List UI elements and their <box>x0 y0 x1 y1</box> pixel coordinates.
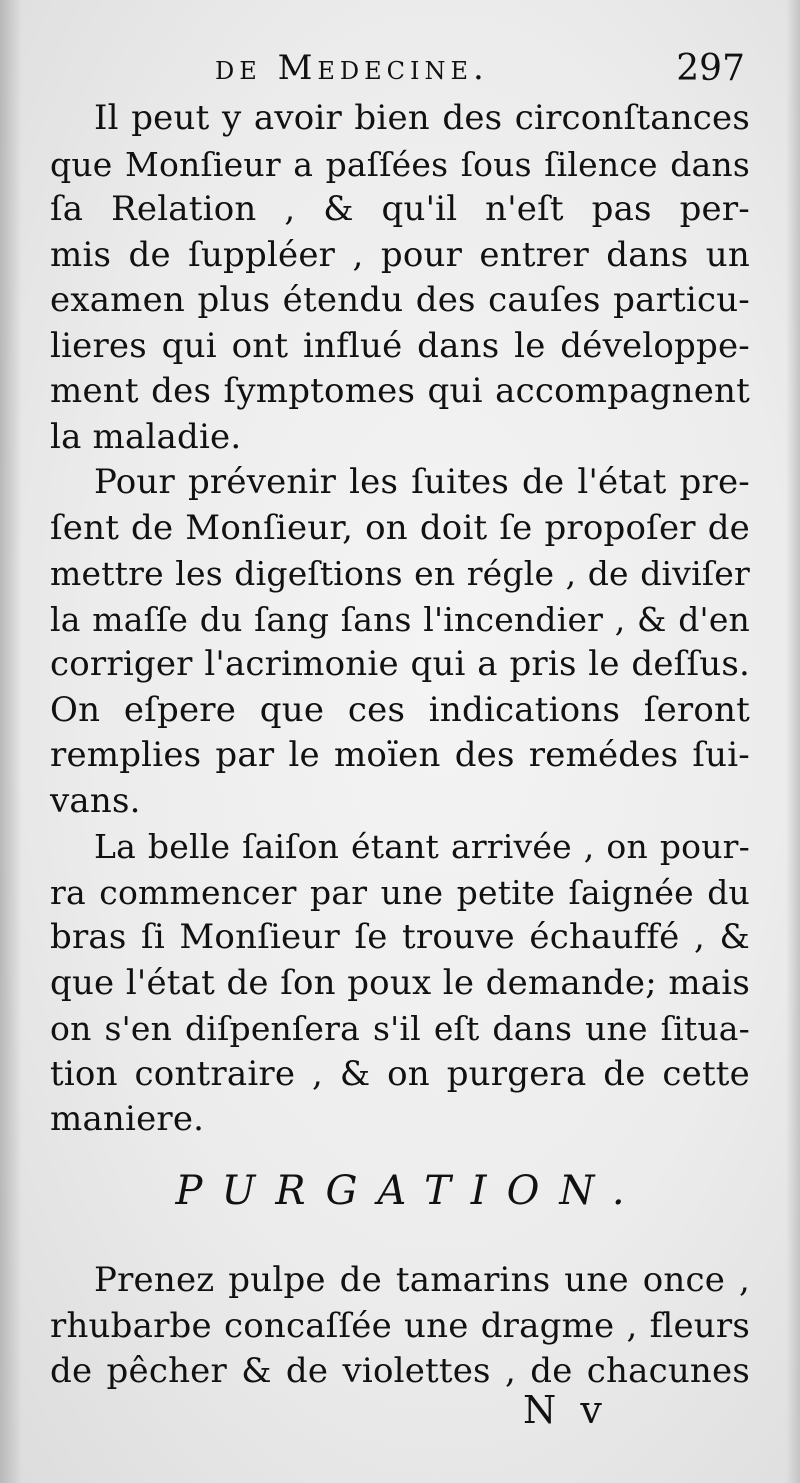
text-line: que l'état de ſon poux le demande; mais <box>50 962 750 1003</box>
page-shadow-left <box>0 0 22 1483</box>
text-line: bras ſi Monſieur ſe trouve échauffé , & <box>50 917 750 957</box>
text-line: tion contraire , & on purgera de cette <box>50 1053 750 1094</box>
text-line: que Monſieur a paſſées ſous ſilence dans <box>50 144 750 184</box>
text-line: On eſpere que ces indications ſeront <box>50 689 750 730</box>
text-line: maniere. <box>50 1099 205 1139</box>
text-line: Pour prévenir les ſuites de l'état pre- <box>94 462 750 502</box>
text-line: rhubarbe concaſſée une dragme , fleurs <box>50 1305 750 1346</box>
text-line: mis de ſuppléer , pour entrer dans un <box>50 234 750 275</box>
text-line: on s'en diſpenſera s'il eſt dans une ſitua- <box>50 1009 750 1048</box>
page-header <box>215 48 745 98</box>
body-text <box>50 96 750 1143</box>
text-line: vans. <box>50 780 141 821</box>
section-heading: PURGATION. <box>175 1168 645 1214</box>
section-text <box>50 1258 750 1395</box>
text-line: ſent de Monſieur, on doit ſe propoſer de <box>50 507 750 548</box>
text-line: corriger l'acrimonie qui a pris le deſſus. <box>50 644 750 684</box>
text-line: mettre les digeſtions en régle , de diviſer <box>50 554 750 593</box>
text-line: la maladie. <box>50 416 242 457</box>
text-line: examen plus étendu des cauſes particu- <box>50 280 750 320</box>
text-line: La belle ſaiſon étant arrivée , on pour- <box>94 827 750 866</box>
text-line: ment des ſymptomes qui accompagnent <box>50 371 750 411</box>
text-line: remplies par le moïen des remédes ſui- <box>50 735 750 775</box>
text-line: Il peut y avoir bien des circonſtances <box>94 98 750 138</box>
text-line: Prenez pulpe de tamarins une once , <box>94 1260 750 1300</box>
signature-mark: N v <box>523 1388 608 1432</box>
text-line: de pêcher & de violettes , de chacunes <box>50 1351 750 1391</box>
text-line: lieres qui ont influé dans le développe- <box>50 325 750 366</box>
text-line: ſa Relation , & qu'il n'eſt pas per- <box>50 189 750 229</box>
text-line: ra commencer par une petite ſaignée du <box>50 872 750 912</box>
running-title: de Medecine. <box>215 48 489 88</box>
text-line: la maſſe du ſang ſans l'incendier , & d'en <box>50 599 750 639</box>
page-shadow-right <box>786 0 800 1483</box>
page-number: 297 <box>676 48 745 89</box>
